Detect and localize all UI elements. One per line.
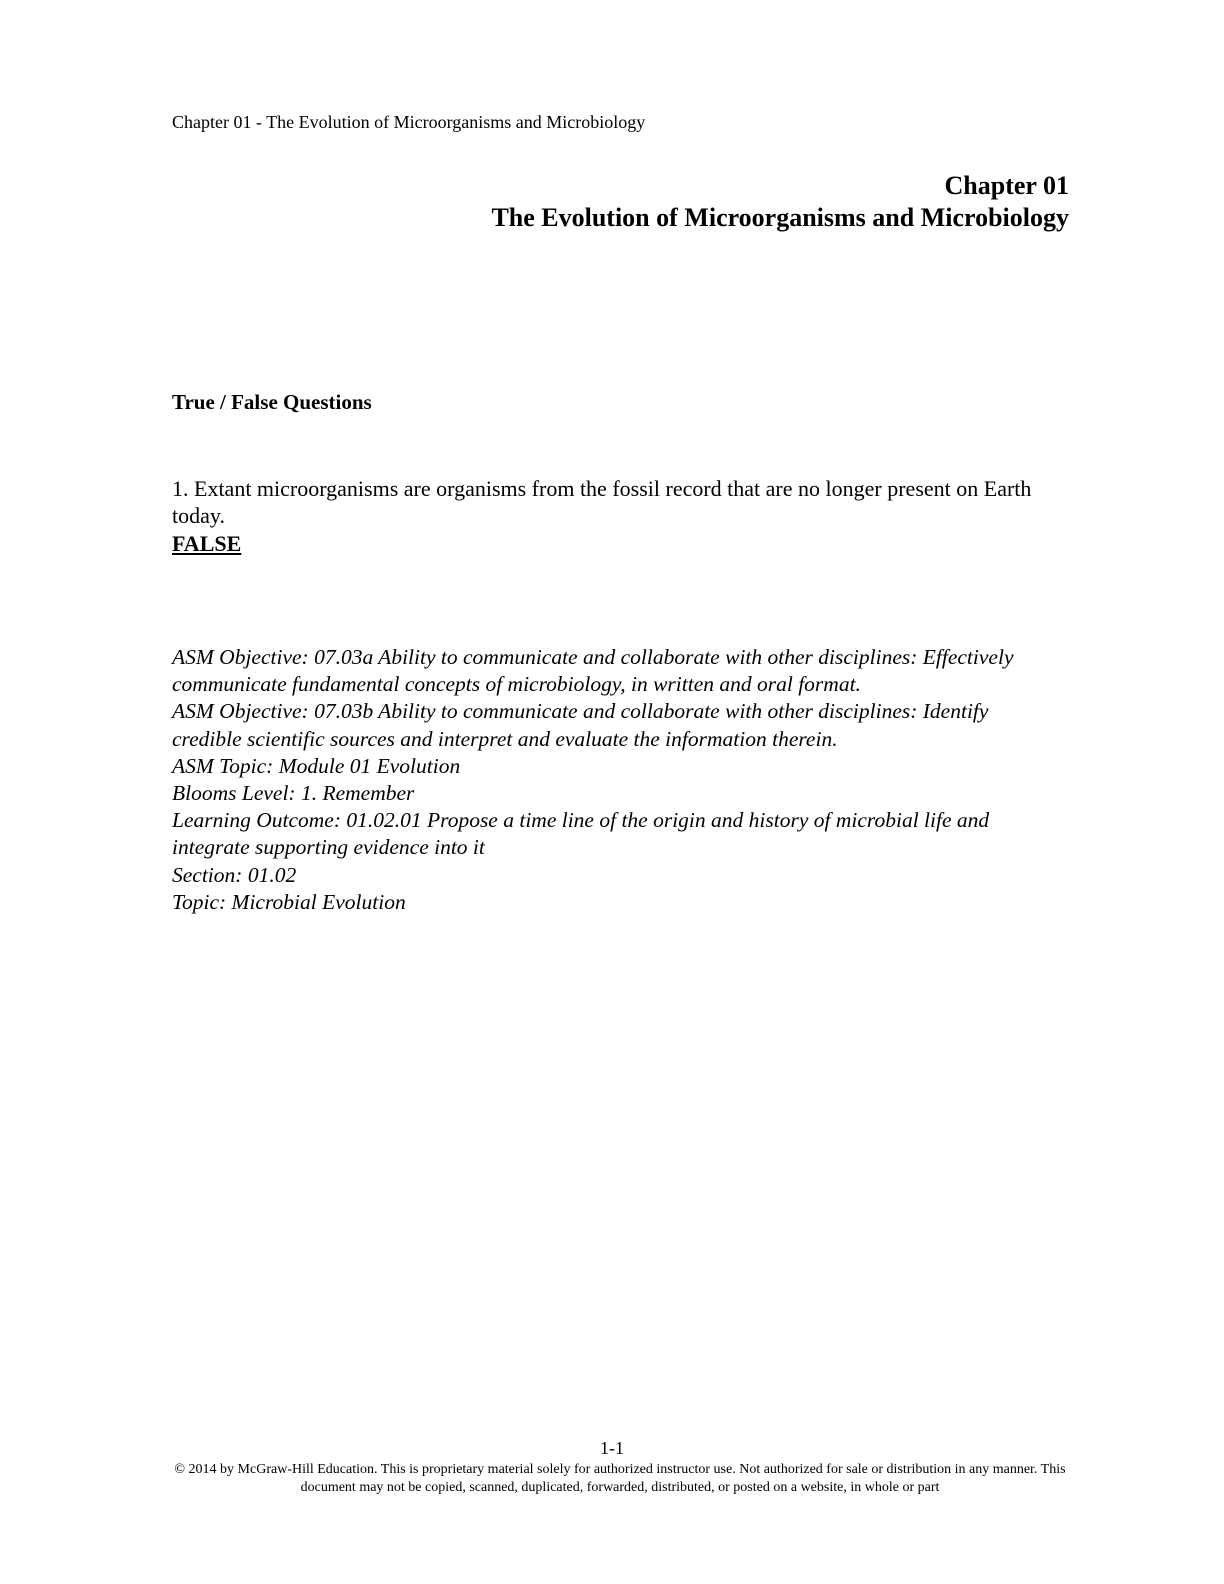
section-heading: True / False Questions	[172, 390, 372, 414]
copyright-notice: © 2014 by McGraw-Hill Education. This is proprietary material solely for authorized instructor use. Not authorized for sale or distribution in any manner. This document may not be copied, scanned, duplicated, forwarded, distributed, or posted on a website, in whole or part	[174, 1462, 1066, 1495]
chapter-title: The Evolution of Microorganisms and Microbiology	[491, 203, 1069, 232]
meta-topic: Topic: Microbial Evolution	[172, 889, 406, 914]
meta-asm-topic: ASM Topic: Module 01 Evolution	[172, 753, 461, 778]
page-number: 1-1	[600, 1438, 624, 1458]
chapter-title-block	[491, 170, 1069, 234]
meta-blooms-level: Blooms Level: 1. Remember	[172, 781, 415, 806]
question-metadata	[172, 644, 1052, 916]
chapter-number: Chapter 01	[944, 171, 1069, 200]
meta-learning-outcome: Learning Outcome: 01.02.01 Propose a time line of the origin and history of microbial life and integrate supporting evidence into it	[172, 808, 990, 860]
meta-section: Section: 01.02	[172, 862, 297, 887]
meta-asm-objective-a: ASM Objective: 07.03a Ability to communicate and collaborate with other disciplines: Effectively communicate fundamental concepts of microbiology, in written and oral format.	[172, 645, 1014, 697]
meta-asm-objective-b: ASM Objective: 07.03b Ability to communicate and collaborate with other disciplines: Identify credible scientific sources and interpret and evaluate the information therein.	[172, 699, 989, 751]
running-header: Chapter 01 - The Evolution of Microorganisms and Microbiology	[172, 112, 646, 132]
question-text: 1. Extant microorganisms are organisms from the fossil record that are no longer present on Earth today.	[172, 476, 1032, 528]
answer-text: FALSE	[172, 531, 242, 556]
